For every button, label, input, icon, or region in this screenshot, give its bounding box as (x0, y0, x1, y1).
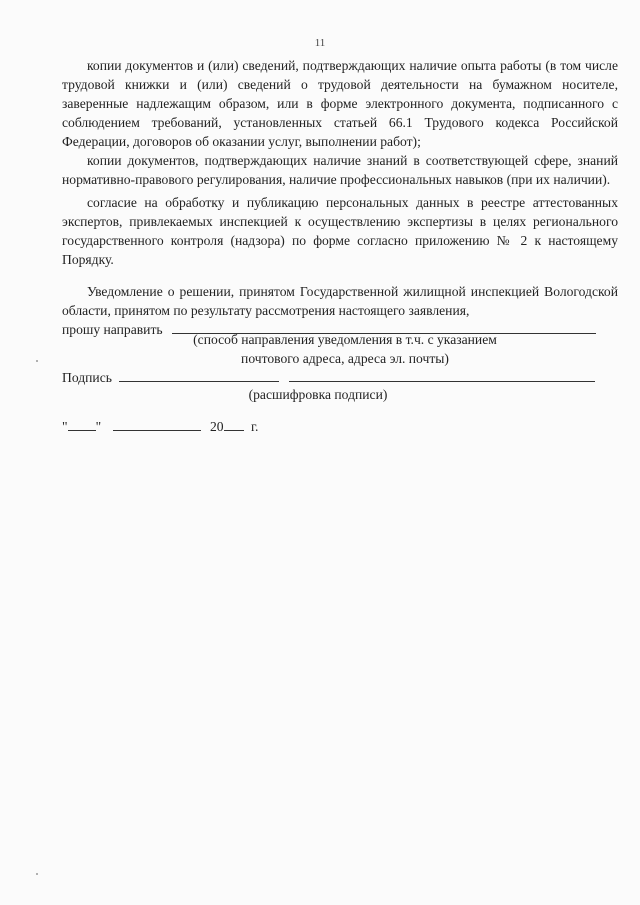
date-year-suffix: г. (250, 419, 259, 434)
date-close-quote: " (95, 419, 102, 434)
document-body-section-1 (62, 56, 618, 189)
scan-artifact-dot (36, 873, 38, 875)
signature-decoding-blank[interactable] (289, 368, 595, 382)
date-month-blank[interactable] (113, 417, 201, 431)
paragraph-knowledge: копии документов, подтверждающих наличие знаний в соответствующей сфере, знаний нормативно-правового регулирования, наличие профессиональных навыков (при их наличии). (62, 153, 618, 187)
date-year-blank[interactable] (224, 417, 244, 431)
signature-blank[interactable] (119, 368, 279, 382)
date-open-quote: " (62, 419, 68, 434)
notification-text: Уведомление о решении, принятом Государственной жилищной инспекцией Вологодской области, принятом по результату рассмотрения настоящего заявления, (62, 284, 618, 318)
date-day-blank[interactable] (68, 417, 96, 431)
signature-decoding-caption: (расшифровка подписи) (248, 387, 388, 402)
paragraph-consent: согласие на обработку и публикацию персональных данных в реестре аттестованных экспертов, привлекаемых инспекцией к осуществлению экспертизы в целях регионального государственного контроля (надзора) по форме согласно приложению № 2 к настоящему Порядку. (62, 195, 618, 267)
scan-artifact-dot (36, 360, 38, 362)
date-row (62, 417, 258, 436)
date-year-prefix: 20 (209, 419, 224, 434)
delivery-method-caption-line-1: (способ направления уведомления в т.ч. с указанием (193, 332, 497, 347)
page-number: 11 (314, 37, 326, 49)
delivery-method-caption-line-2: почтового адреса, адреса эл. почты) (241, 351, 449, 366)
paragraph-work-experience: копии документов и (или) сведений, подтверждающих наличие опыта работы (в том числе трудовой книжки и (или) сведений о трудовой деятельности на бумажном носителе, заверенные надлежащим образом, или в форме электронного документа, подписанного с соблюдением требований, установленных статьей 66.1 Трудового кодекса Российской Федерации, договоров об оказании услуг, выполнении работ); (62, 58, 618, 149)
document-body-section-2 (62, 193, 618, 269)
send-to-label: прошу направить (62, 322, 163, 337)
signature-label: Подпись (62, 370, 112, 385)
